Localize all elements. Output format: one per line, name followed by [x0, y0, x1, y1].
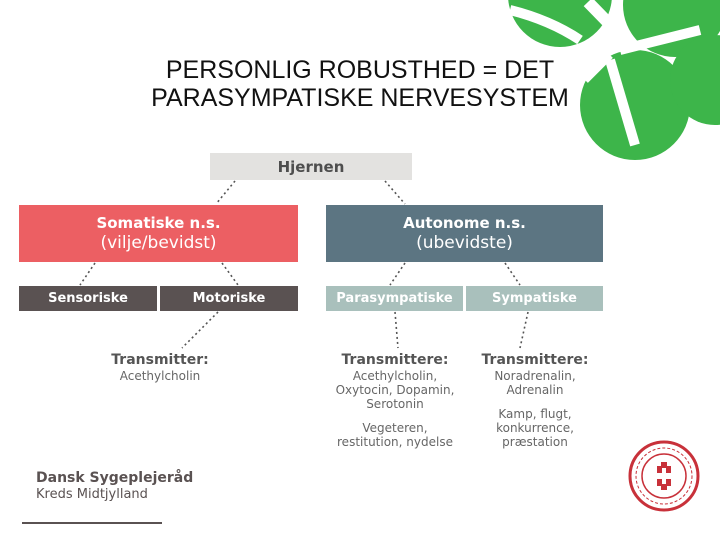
sym-effect-line-2: konkurrence,	[496, 421, 574, 435]
node-sympathetic-label: Sympatiske	[492, 291, 577, 306]
node-hjernen-label: Hjernen	[277, 157, 345, 176]
node-parasympathetic-label: Parasympatiske	[336, 291, 453, 306]
motor-transmitter-line: Acethylcholin	[119, 369, 201, 383]
footer-rule	[22, 522, 162, 524]
para-transmitter-line-3: Serotonin	[366, 397, 424, 411]
connector-somatic-motor	[222, 263, 238, 285]
connector-motor-transmitter	[182, 312, 218, 348]
connector-autonomic-para	[390, 263, 405, 285]
para-effect-line-1: Vegeteren,	[362, 421, 428, 435]
node-parasympathetic	[326, 286, 463, 311]
node-autonomic-title: Autonome n.s.	[403, 214, 526, 232]
connector-para-transmitter	[395, 312, 398, 348]
dsr-seal-logo-icon	[628, 440, 700, 512]
sym-transmitter-line-2: Adrenalin	[506, 383, 564, 397]
para-effect-line-2: restitution, nydelse	[337, 435, 453, 449]
sym-effect-line-1: Kamp, flugt,	[498, 407, 572, 421]
organization-name: Dansk Sygeplejeråd	[36, 470, 194, 486]
connector-sym-transmitter	[520, 312, 528, 348]
para-transmitter-line-1: Acethylcholin,	[352, 369, 438, 383]
node-motor	[160, 286, 298, 311]
node-autonomic-subtitle: (ubevidste)	[416, 233, 513, 253]
node-autonomic	[326, 205, 603, 262]
node-hjernen	[210, 153, 412, 180]
sym-transmitter-group	[470, 352, 600, 449]
motor-transmitter-heading: Transmitter:	[111, 352, 209, 368]
slide-title-line-2: PARASYMPATISKE NERVESYSTEM	[151, 84, 569, 112]
node-motor-label: Motoriske	[192, 291, 266, 306]
connector-autonomic-sym	[505, 263, 520, 285]
para-transmitter-line-2: Oxytocin, Dopamin,	[335, 383, 455, 397]
node-somatic-title: Somatiske n.s.	[96, 214, 221, 232]
organization-region: Kreds Midtjylland	[36, 487, 148, 502]
node-somatic	[19, 205, 298, 262]
node-somatic-subtitle: (vilje/bevidst)	[100, 233, 217, 253]
node-sympathetic	[466, 286, 603, 311]
para-transmitter-group	[325, 352, 465, 449]
node-sensory	[19, 286, 157, 311]
sym-effect-line-3: præstation	[502, 435, 568, 449]
connector-somatic-sensory	[80, 263, 95, 285]
connector-root-somatic	[216, 181, 235, 204]
sym-transmitter-heading: Transmittere:	[481, 352, 589, 368]
sym-transmitter-line-1: Noradrenalin,	[494, 369, 576, 383]
slide-title-line-1: PERSONLIG ROBUSTHED = DET	[165, 56, 555, 84]
connector-root-autonomic	[385, 181, 405, 204]
para-transmitter-heading: Transmittere:	[341, 352, 449, 368]
node-sensory-label: Sensoriske	[48, 291, 128, 306]
organization-logo-text	[36, 470, 193, 503]
motor-transmitter-group	[95, 352, 225, 383]
